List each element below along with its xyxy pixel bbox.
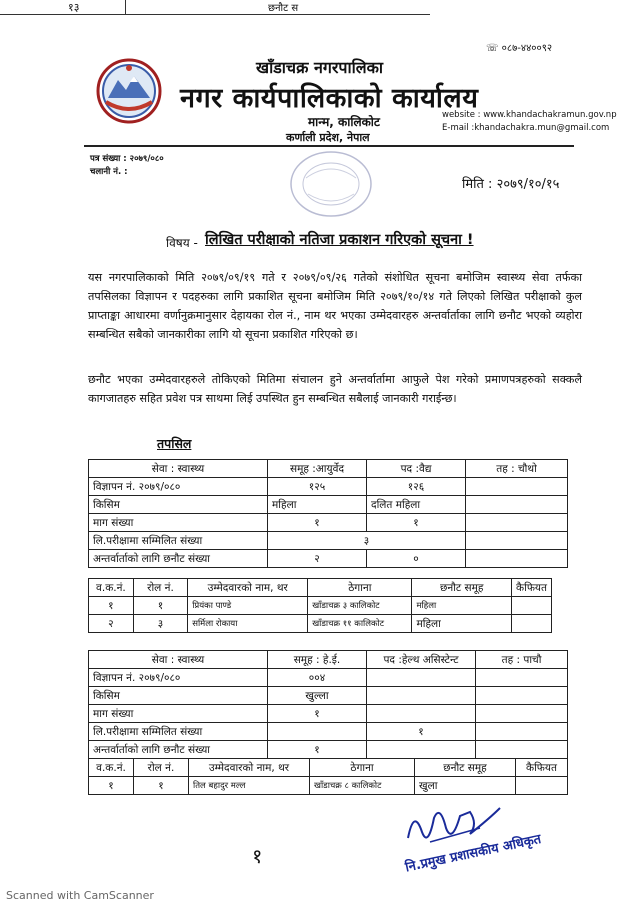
table-header-cell: कैफियत <box>516 759 568 777</box>
table-header-cell: सेवा : स्वास्थ्य <box>89 460 268 478</box>
table-cell: १२५ <box>268 478 367 496</box>
table-row <box>89 705 568 723</box>
table-header-cell: व.क.नं. <box>89 759 134 777</box>
candidates-table-1 <box>88 578 552 633</box>
table-header-cell: कैफियत <box>512 579 552 597</box>
table-row <box>89 478 568 496</box>
table-cell: ३ <box>268 532 466 550</box>
table-cell: खुल्ला <box>268 687 367 705</box>
scanner-watermark: Scanned with CamScanner <box>6 889 154 902</box>
table-header-cell: रोल नं. <box>133 579 187 597</box>
dispatch-number: चलानी नं. : <box>90 167 128 177</box>
table-header-cell: पद :हेल्थ असिस्टेन्ट <box>367 651 476 669</box>
subject-title: लिखित परीक्षाको नतिजा प्रकाशन गरिएको सूचना ! <box>205 232 474 248</box>
table-cell <box>367 741 476 759</box>
table-cell: लि.परीक्षामा सम्मिलित संख्या <box>89 532 268 550</box>
cut-off-cell <box>0 0 126 14</box>
table-cell: खुला <box>415 777 516 795</box>
table-header-cell: रोल नं. <box>134 759 189 777</box>
table-row <box>89 759 568 777</box>
municipality-name: खाँडाचक्र नगरपालिका <box>256 58 384 77</box>
table-cell <box>466 550 568 568</box>
header-divider <box>84 145 574 147</box>
table-cell: १ <box>367 723 476 741</box>
office-stamp <box>286 148 376 220</box>
table-row <box>89 741 568 759</box>
table-cell: माग संख्या <box>89 705 268 723</box>
table-cell: किसिम <box>89 687 268 705</box>
table-row <box>89 597 552 615</box>
table-cell: १ <box>89 777 134 795</box>
table-cell <box>466 478 568 496</box>
table-cell: महिला <box>412 615 512 633</box>
table-cell <box>512 615 552 633</box>
table-cell <box>476 687 568 705</box>
table-row <box>89 669 568 687</box>
table-cell <box>466 514 568 532</box>
table-header-cell: ठेगाना <box>310 759 415 777</box>
phone-number: ☏ ०८७-४४००९२ <box>486 43 553 54</box>
table-cell <box>516 777 568 795</box>
table-row <box>89 460 568 478</box>
table-header-cell: व.क.नं. <box>89 579 134 597</box>
table-header-cell: तह : चौथो <box>466 460 568 478</box>
table-cell: १२६ <box>367 478 466 496</box>
table-cell: महिला <box>268 496 367 514</box>
table-cell: विज्ञापन नं. २०७९/०८० <box>89 478 268 496</box>
cut-off-number: १३ <box>68 1 80 14</box>
cut-off-table-row <box>0 0 430 15</box>
table-cell <box>476 705 568 723</box>
table-header-cell: समूह :आयुर्वेद <box>268 460 367 478</box>
table-row <box>89 615 552 633</box>
table-cell: खाँडाचक्र ३ कालिकोट <box>308 597 412 615</box>
table-cell: १ <box>268 705 367 723</box>
table-row <box>89 723 568 741</box>
signatory-title: नि.प्रमुख प्रशासकीय अधिकृत <box>403 832 543 876</box>
table-cell: २ <box>89 615 134 633</box>
table-cell <box>476 723 568 741</box>
table-header-cell: तह : पाचौ <box>476 651 568 669</box>
nepal-emblem-logo <box>96 58 162 124</box>
post-details-table-1 <box>88 459 568 568</box>
table-row <box>89 514 568 532</box>
table-header-cell: छनौट समूह <box>412 579 512 597</box>
table-row <box>89 777 568 795</box>
table-cell: १ <box>268 514 367 532</box>
table-cell <box>367 669 476 687</box>
email-text: E-mail :khandachakra.mun@gmail.com <box>442 123 610 133</box>
table-header-cell: उम्मेदवारको नाम, थर <box>189 759 310 777</box>
table-cell <box>466 532 568 550</box>
post-details-table-2 <box>88 650 568 759</box>
table-cell: खाँडाचक्र ८ कालिकोट <box>310 777 415 795</box>
address-line-1: मान्म, कालिकोट <box>308 115 380 129</box>
table-cell: १ <box>134 777 189 795</box>
address-line-2: कर्णाली प्रदेश, नेपाल <box>286 131 370 144</box>
website-text: website : www.khandachakramun.gov.np <box>442 110 617 120</box>
table-cell: २ <box>268 550 367 568</box>
table-cell: दलित महिला <box>367 496 466 514</box>
office-title: नगर कार्यपालिकाको कार्यालय <box>180 83 479 114</box>
table-row <box>89 496 568 514</box>
table-row <box>89 579 552 597</box>
table-header-cell: छनौट समूह <box>415 759 516 777</box>
table-cell: ३ <box>133 615 187 633</box>
table-header-cell: उम्मेदवारको नाम, थर <box>188 579 308 597</box>
table-row <box>89 550 568 568</box>
body-paragraph-2: छनौट भएका उम्मेदवारहरुले तोकिएको मितिमा संचालन हुने अन्तर्वार्तामा आफुले पेश गरेको प्रमाणपत्रहरुको सक्कलै कागजातहरु सहित प्रवेश पत्र साथमा लिई उपस्थित हुन सम्बन्धित सबैलाई जानकारी गराईन्छ। <box>88 373 582 405</box>
table-cell <box>476 669 568 687</box>
table-header-cell: पद :वैद्य <box>367 460 466 478</box>
table-cell: महिला <box>412 597 512 615</box>
table-cell: विज्ञापन नं. २०७९/०८० <box>89 669 268 687</box>
notice-date: मिति : २०७९/१०/१५ <box>462 177 560 192</box>
table-cell: अन्तर्वार्ताको लागि छनौट संख्या <box>89 741 268 759</box>
table-row <box>89 687 568 705</box>
table-cell: सर्मिला रोकाया <box>188 615 308 633</box>
table-cell <box>367 705 476 723</box>
table-row <box>89 651 568 669</box>
table-cell <box>268 723 367 741</box>
table-cell <box>466 496 568 514</box>
table-header-cell: समूह : हे.ई. <box>268 651 367 669</box>
subject-label: विषय - <box>166 236 198 250</box>
table-cell <box>476 741 568 759</box>
table-cell: १ <box>268 741 367 759</box>
table-header-cell: सेवा : स्वास्थ्य <box>89 651 268 669</box>
table-cell: १ <box>367 514 466 532</box>
table-cell: तिल बहादुर मल्ल <box>189 777 310 795</box>
page-number: १ <box>252 844 263 868</box>
cut-off-text: छनौट स <box>268 3 299 14</box>
table-cell: लि.परीक्षामा सम्मिलित संख्या <box>89 723 268 741</box>
candidates-table-2 <box>88 758 568 795</box>
tapasil-heading: तपसिल <box>157 436 192 451</box>
table-cell: ००४ <box>268 669 367 687</box>
table-cell: अन्तर्वार्ताको लागि छनौट संख्या <box>89 550 268 568</box>
table-cell: १ <box>133 597 187 615</box>
table-cell: खाँडाचक्र ११ कालिकोट <box>308 615 412 633</box>
table-cell: प्रियंका पाण्डे <box>188 597 308 615</box>
table-cell: किसिम <box>89 496 268 514</box>
body-paragraph-1: यस नगरपालिकाको मिति २०७९/०९/१९ गते र २०७९/०९/२६ गतेको संशोधित सूचना बमोजिम स्वास्थ्य सेवा तर्फका तपसिलका विज्ञापन र पदहरुका लागि प्रकाशित सूचना बमोजिम मिति २०७९/१०/१४ गते लिएको लिखित परीक्षाको कुल प्राप्ताङ्का आधारमा वर्णानुक्रमानुसार देहायका रोल नं., नाम थर भएका उम्मेदवारहरु अन्तर्वार्ताका लागि छनौट भएको व्यहोरा सम्बन्धित सबैको जानकारीका लागि यो सूचना प्रकाशित गरिएको छ। <box>88 271 582 341</box>
table-row <box>89 532 568 550</box>
table-header-cell: ठेगाना <box>308 579 412 597</box>
reference-number: पत्र संख्या : २०७९/०८० <box>90 154 164 164</box>
table-cell <box>367 687 476 705</box>
table-cell: ० <box>367 550 466 568</box>
table-cell <box>512 597 552 615</box>
table-cell: माग संख्या <box>89 514 268 532</box>
table-cell: १ <box>89 597 134 615</box>
